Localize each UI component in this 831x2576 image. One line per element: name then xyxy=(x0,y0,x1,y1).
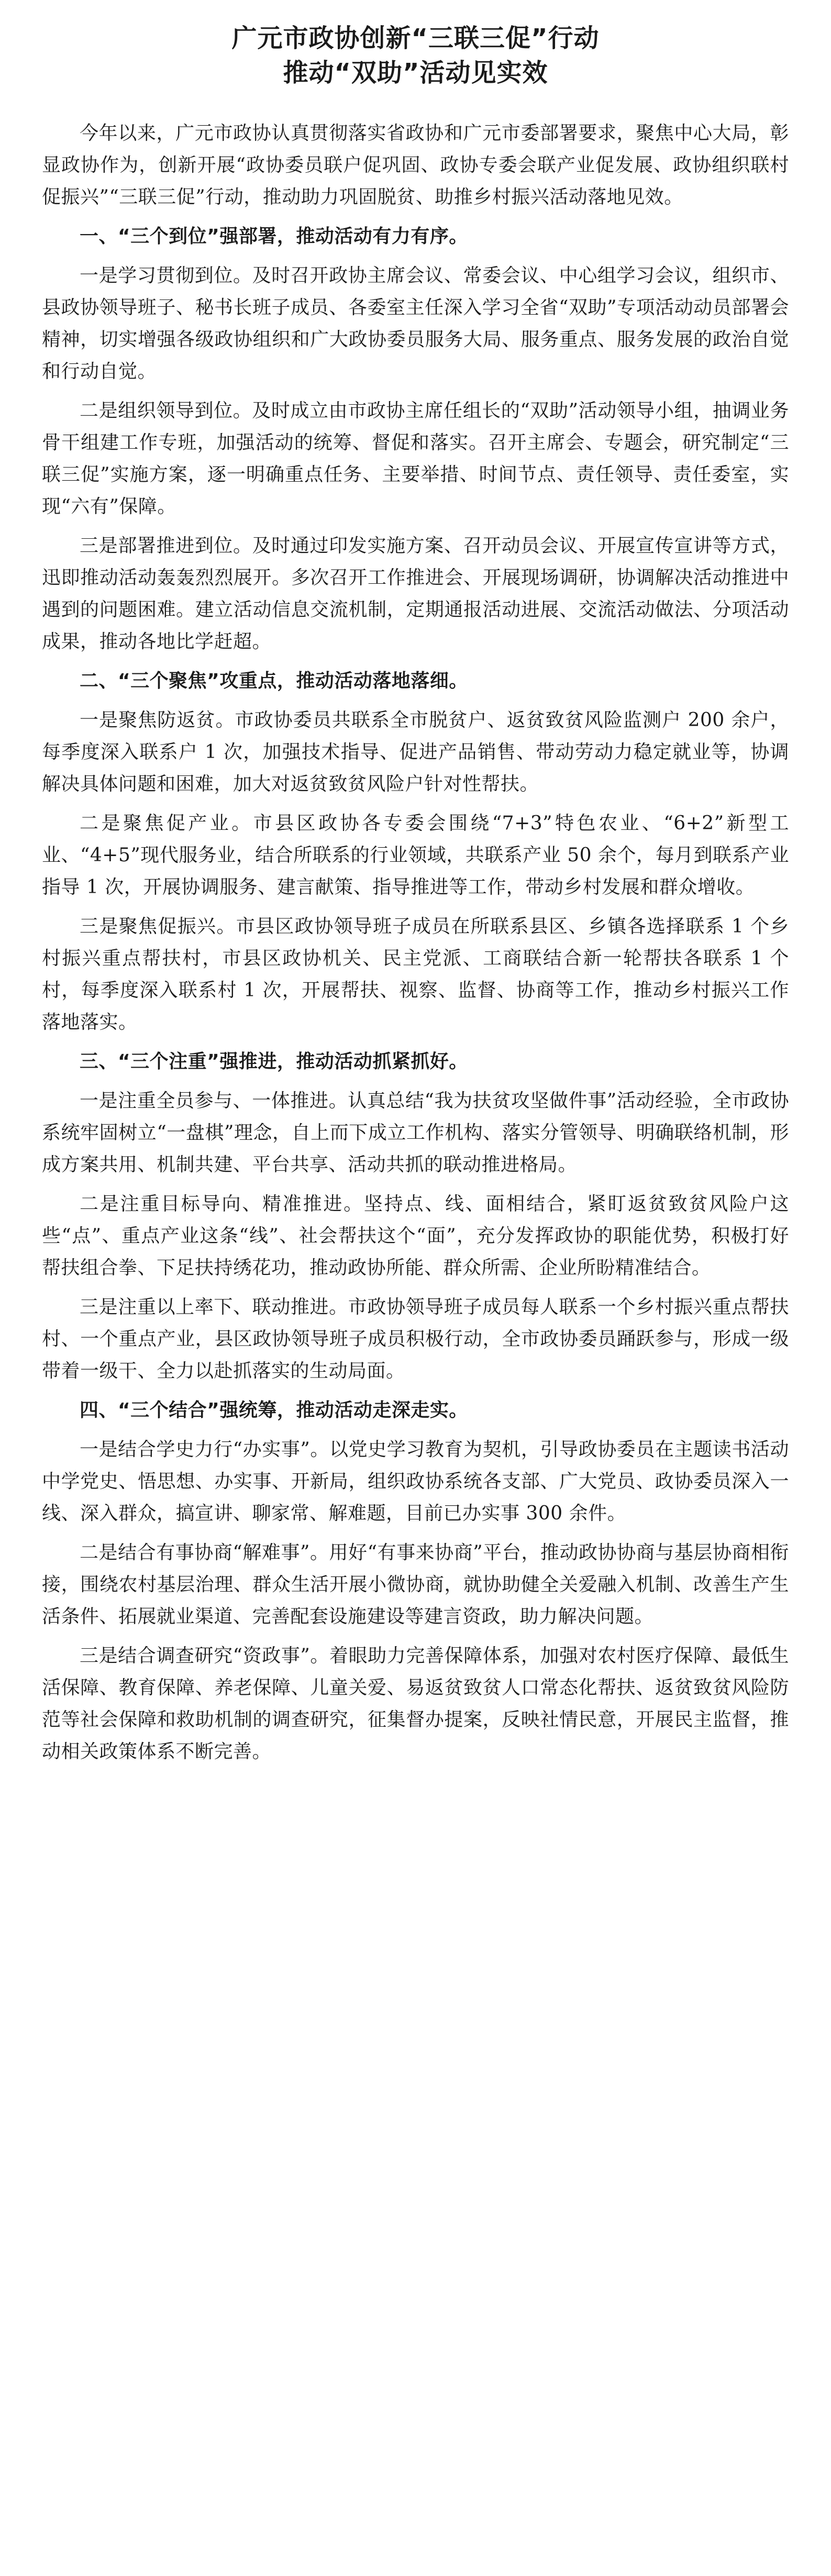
paragraph-text: 市县区政协领导班子成员在所联系县区、乡镇各选择联系 1 个乡村振兴重点帮扶村，市县区政协机关、民主党派、工商联结合新一轮帮扶各联系 1 个村，每季度深入联系村 1 次，开展帮扶、视察、监督、协商等工作，推动乡村振兴工作落地落实。 xyxy=(42,916,789,1033)
paragraph-lead: 二是注重目标导向、精准推进。 xyxy=(80,1193,364,1215)
section-heading-4: 四、“三个结合”强统筹，推动活动走深走实。 xyxy=(80,1400,468,1421)
paragraph-text: 及时通过印发实施方案、召开动员会议、开展宣传宣讲等方式，迅即推动活动轰轰烈烈展开。多次召开工作推进会、开展现场调研，协调解决活动推进中遇到的问题困难。建立活动信息交流机制，定期通报活动进展、交流活动做法、分项活动成果，推动各地比学赶超。 xyxy=(42,535,789,652)
paragraph-text: 市政协领导班子成员每人联系一个乡村振兴重点帮扶村、一个重点产业，县区政协领导班子成员积极行动，全市政协委员踊跃参与，形成一级带着一级干、全力以赴抓落实的生动局面。 xyxy=(42,1296,789,1382)
paragraph-lead: 三是部署推进到位。 xyxy=(80,535,252,557)
body-paragraph xyxy=(42,807,789,903)
paragraph-lead: 三是注重以上率下、联动推进。 xyxy=(80,1296,348,1318)
paragraph-lead: 一是结合学史力行“办实事”。 xyxy=(80,1439,330,1460)
paragraph-text: 及时成立由市政协主席任组长的“双助”活动领导小组，抽调业务骨干组建工作专班，加强活动的统筹、督促和落实。召开主席会、专题会，研究制定“三联三促”实施方案，逐一明确重点任务、主要举措、时间节点、责任领导、责任委室，实现“六有”保障。 xyxy=(42,400,789,517)
paragraph-text: 坚持点、线、面相结合，紧盯返贫致贫风险户这些“点”、重点产业这条“线”、社会帮扶这个“面”，充分发挥政协的职能优势，积极打好帮扶组合拳、下足扶持绣花功，推动政协所能、群众所需、企业所盼精准结合。 xyxy=(42,1193,789,1279)
paragraph-text: 着眼助力完善保障体系，加强对农村医疗保障、最低生活保障、教育保障、养老保障、儿童关爱、易返贫致贫人口常态化帮扶、返贫致贫风险防范等社会保障和救助机制的调查研究，征集督办提案，反映社情民意，开展民主监督，推动相关政策体系不断完善。 xyxy=(42,1645,789,1762)
section-heading-1: 一、“三个到位”强部署，推动活动有力有序。 xyxy=(80,226,468,247)
body-paragraph xyxy=(42,1434,789,1529)
body-paragraph xyxy=(42,1537,789,1633)
paragraph-lead: 二是聚焦促产业。 xyxy=(80,813,253,834)
body-paragraph xyxy=(42,1085,789,1181)
body-paragraph xyxy=(42,530,789,658)
title-line-2: 推动“双助”活动见实效 xyxy=(283,58,548,87)
paragraph-lead: 二是组织领导到位。 xyxy=(80,400,252,421)
intro-paragraph: 今年以来，广元市政协认真贯彻落实省政协和广元市委部署要求，聚焦中心大局，彰显政协作为，创新开展“政协委员联户促巩固、政协专委会联产业促发展、政协组织联村促振兴”“三联三促”行动，推动助力巩固脱贫、助推乡村振兴活动落地见效。 xyxy=(42,123,789,208)
paragraph-text: 用好“有事来协商”平台，推动政协协商与基层协商相衔接，围绕农村基层治理、群众生活开展小微协商，就协助健全关爱融入机制、改善生产生活条件、拓展就业渠道、完善配套设施建设等建言资政，助力解决问题。 xyxy=(42,1542,789,1627)
body-paragraph xyxy=(42,1188,789,1284)
paragraph-text: 市县区政协各专委会围绕“7+3”特色农业、“6+2”新型工业、“4+5”现代服务业，结合所联系的行业领域，共联系产业 50 余个，每月到联系产业指导 1 次，开展协调服务、建言献策、指导推进等工作，带动乡村发展和群众增收。 xyxy=(42,813,789,898)
paragraph-text: 及时召开政协主席会议、常委会议、中心组学习会议，组织市、县政协领导班子、秘书长班子成员、各委室主任深入学习全省“双助”专项活动动员部署会精神，切实增强各级政协组织和广大政协委员服务大局、服务重点、服务发展的政治自觉和行动自觉。 xyxy=(42,265,789,382)
body-paragraph xyxy=(42,1640,789,1768)
title-line-1: 广元市政协创新“三联三促”行动 xyxy=(231,24,600,53)
paragraph-text: 以党史学习教育为契机，引导政协委员在主题读书活动中学党史、悟思想、办实事、开新局，组织政协系统各支部、广大党员、政协委员深入一线、深入群众，搞宣讲、聊家常、解难题，目前已办实事 300 余件。 xyxy=(42,1439,789,1524)
paragraph-lead: 一是注重全员参与、一体推进。 xyxy=(80,1090,348,1112)
section-heading-2: 二、“三个聚焦”攻重点，推动活动落地落细。 xyxy=(80,670,468,692)
body-paragraph xyxy=(42,395,789,523)
paragraph-lead: 一是聚焦防返贫。 xyxy=(80,709,235,731)
paragraph-lead: 三是聚焦促振兴。 xyxy=(80,916,236,937)
body-paragraph xyxy=(42,1291,789,1387)
section-heading-3: 三、“三个注重”强推进，推动活动抓紧抓好。 xyxy=(80,1051,468,1072)
paragraph-text: 认真总结“我为扶贫攻坚做件事”活动经验，全市政协系统牢固树立“一盘棋”理念，自上而下成立工作机构、落实分管领导、明确联络机制，形成方案共用、机制共建、平台共享、活动共抓的联动推进格局。 xyxy=(42,1090,789,1175)
paragraph-lead: 三是结合调查研究“资政事”。 xyxy=(80,1645,330,1667)
body-paragraph xyxy=(42,911,789,1038)
paragraph-text: 市政协委员共联系全市脱贫户、返贫致贫风险监测户 200 余户，每季度深入联系户 1 次，加强技术指导、促进产品销售、带动劳动力稳定就业等，协调解决具体问题和困难，加大对返贫致贫风险户针对性帮扶。 xyxy=(42,709,789,795)
body-paragraph xyxy=(42,704,789,800)
paragraph-lead: 一是学习贯彻到位。 xyxy=(80,265,252,286)
body-paragraph xyxy=(42,260,789,387)
article-title xyxy=(42,21,789,90)
paragraph-lead: 二是结合有事协商“解难事”。 xyxy=(80,1542,329,1563)
